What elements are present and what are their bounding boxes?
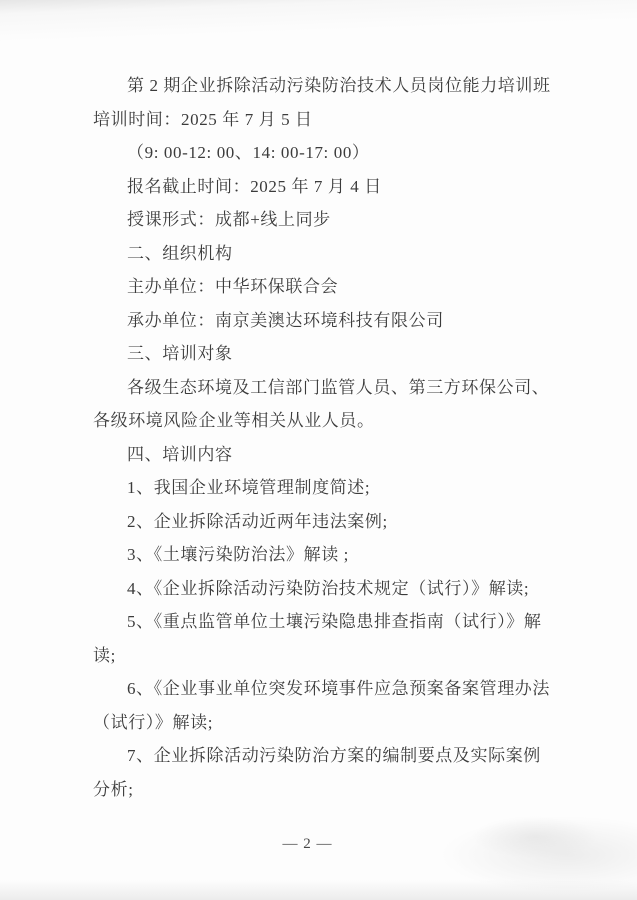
content-item-4: 4、《企业拆除活动污染防治技术规定（试行）》解读; — [127, 578, 530, 598]
section-heading-organization: 二、组织机构 — [127, 243, 233, 263]
trainees-line-1: 各级生态环境及工信部门监管人员、第三方环保公司、 — [127, 377, 550, 397]
training-time-line: 培训时间：2025 年 7 月 5 日 — [93, 109, 313, 129]
content-item-6-line-1: 6、《企业事业单位突发环境事件应急预案备案管理办法 — [127, 679, 550, 698]
content-item-3: 3、《土壤污染防治法》解读 ; — [127, 545, 349, 564]
section-heading-content: 四、培训内容 — [127, 444, 233, 464]
content-item-2: 2、企业拆除活动近两年违法案例; — [127, 511, 388, 531]
session-2-title-line: 第 2 期企业拆除活动污染防治技术人员岗位能力培训班 — [127, 76, 551, 95]
content-item-7-line-2: 分析; — [93, 779, 134, 799]
co-organizer-line: 承办单位：南京美澳达环境科技有限公司 — [127, 310, 444, 330]
training-hours-line: （9: 00-12: 00、14: 00-17: 00） — [127, 143, 370, 162]
registration-deadline-line: 报名截止时间：2025 年 7 月 4 日 — [127, 176, 382, 196]
page-number: — 2 — — [282, 836, 333, 852]
content-item-6-line-2: （试行）》解读; — [93, 712, 214, 732]
content-item-1: 1、我国企业环境管理制度简述; — [127, 478, 371, 497]
document-body — [93, 69, 563, 806]
section-heading-trainees: 三、培训对象 — [127, 344, 233, 363]
content-item-5-line-1: 5、《重点监管单位土壤污染隐患排查指南（试行）》解 — [127, 612, 542, 631]
organizer-line: 主办单位：中华环保联合会 — [127, 277, 339, 296]
content-item-7-line-1: 7、企业拆除活动污染防治方案的编制要点及实际案例 — [127, 746, 541, 765]
content-item-5-line-2: 读; — [93, 645, 116, 665]
trainees-line-2: 各级环境风险企业等相关从业人员。 — [93, 411, 375, 430]
teaching-format-line: 授课形式：成都+线上同步 — [127, 210, 331, 229]
